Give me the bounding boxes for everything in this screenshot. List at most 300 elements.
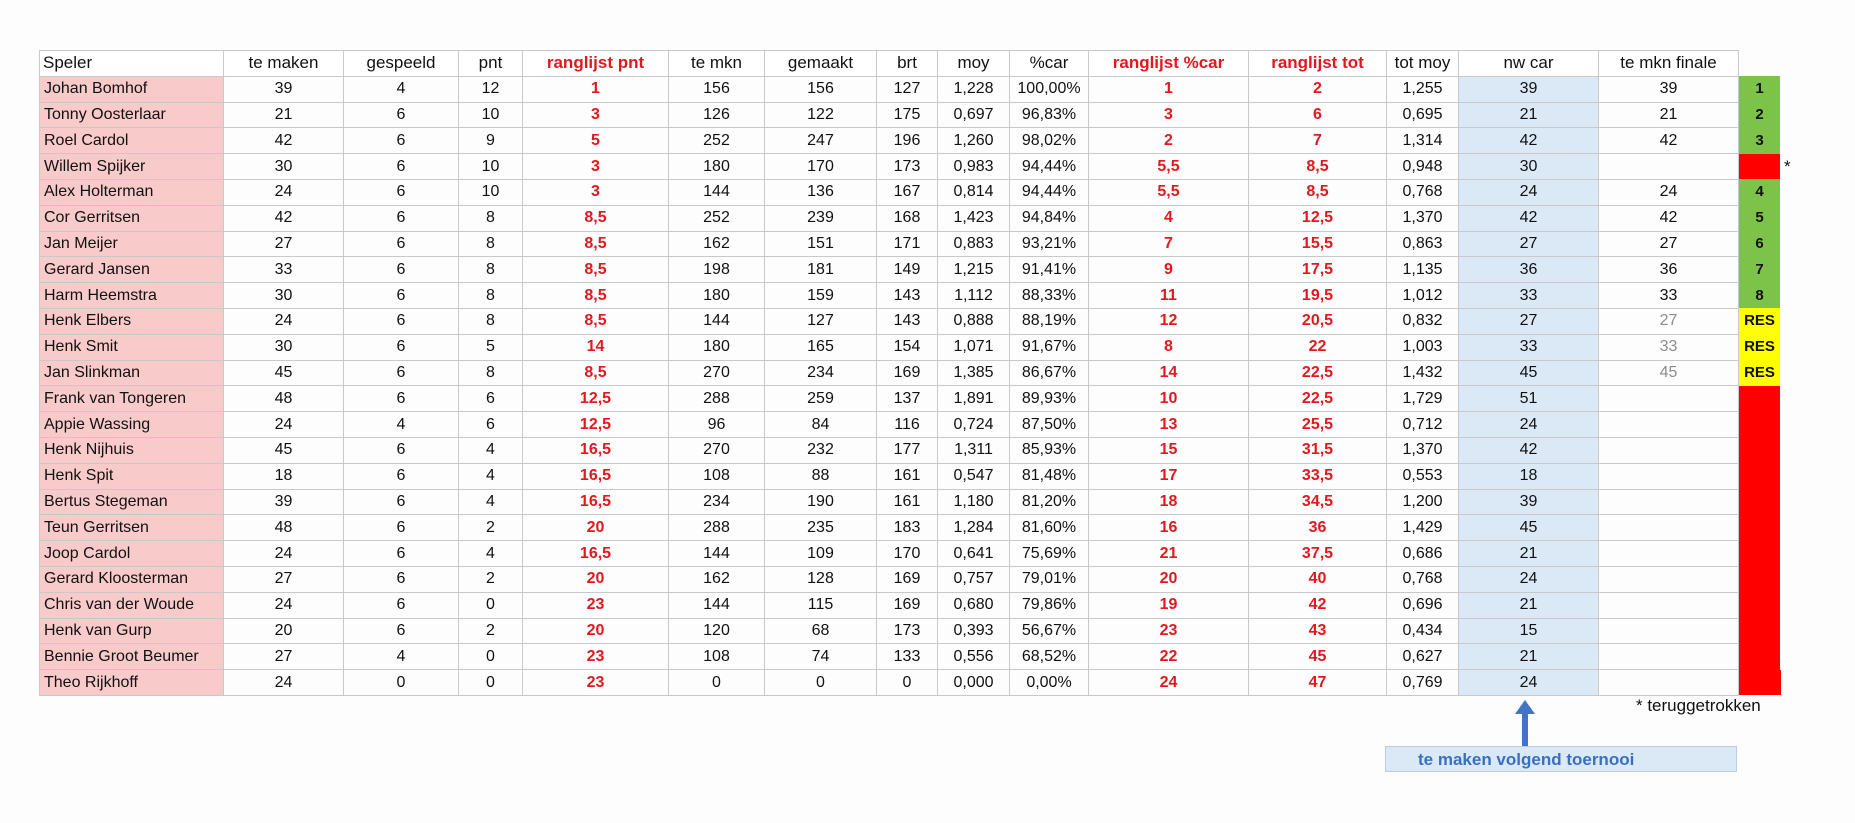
table-cell: 20 [1089, 566, 1249, 592]
table-cell: 4 [1089, 205, 1249, 231]
table-cell: 81,48% [1010, 463, 1089, 489]
table-row [40, 205, 1781, 231]
table-cell: 81,20% [1010, 489, 1089, 515]
table-row [40, 618, 1781, 644]
table-cell: 144 [669, 308, 765, 334]
table-cell: 0,697 [938, 102, 1010, 128]
table-cell: 31,5 [1249, 437, 1387, 463]
table-cell: 196 [877, 128, 938, 154]
table-cell: 25,5 [1249, 412, 1387, 438]
table-cell: 33 [1599, 334, 1739, 360]
table-cell: 159 [765, 283, 877, 309]
table-cell: 48 [224, 386, 344, 412]
table-cell: 0,948 [1387, 154, 1459, 180]
table-row [40, 412, 1781, 438]
table-cell [1599, 644, 1739, 670]
table-cell: 1,135 [1387, 257, 1459, 283]
table-cell: 33 [1599, 283, 1739, 309]
player-name: Alex Holterman [40, 179, 224, 205]
table-cell: 0,832 [1387, 308, 1459, 334]
table-row [40, 257, 1781, 283]
table-cell: 1,429 [1387, 515, 1459, 541]
table-cell: 8,5 [1249, 154, 1387, 180]
table-cell: 23 [1089, 618, 1249, 644]
table-cell: 22,5 [1249, 386, 1387, 412]
table-cell: 170 [877, 541, 938, 567]
table-row [40, 360, 1781, 386]
table-cell: 6 [344, 360, 459, 386]
standings-table [39, 50, 1781, 696]
table-cell: 27 [1599, 231, 1739, 257]
table-cell: 87,50% [1010, 412, 1089, 438]
table-cell: 12,5 [523, 386, 669, 412]
table-cell: 45 [1459, 515, 1599, 541]
table-cell: 27 [1599, 308, 1739, 334]
table-cell: 8 [459, 231, 523, 257]
table-cell: 4 [459, 541, 523, 567]
player-name: Jan Meijer [40, 231, 224, 257]
table-row [40, 670, 1781, 696]
table-cell: 45 [1249, 644, 1387, 670]
player-name: Teun Gerritsen [40, 515, 224, 541]
table-cell: 6 [344, 592, 459, 618]
player-name: Johan Bomhof [40, 76, 224, 102]
status-badge [1739, 618, 1781, 644]
table-cell: 171 [877, 231, 938, 257]
table-row [40, 489, 1781, 515]
table-cell: 0,00% [1010, 670, 1089, 696]
table-cell: 232 [765, 437, 877, 463]
table-row [40, 308, 1781, 334]
table-cell: 39 [1599, 76, 1739, 102]
table-cell: 235 [765, 515, 877, 541]
table-row [40, 334, 1781, 360]
table-cell: 8,5 [523, 231, 669, 257]
table-cell: 288 [669, 515, 765, 541]
status-badge [1739, 463, 1781, 489]
table-cell: 42 [224, 128, 344, 154]
table-row [40, 644, 1781, 670]
table-cell: 45 [224, 437, 344, 463]
table-cell: 234 [669, 489, 765, 515]
table-cell: 16,5 [523, 541, 669, 567]
table-cell: 144 [669, 179, 765, 205]
table-cell: 8,5 [523, 360, 669, 386]
table-cell: 1,385 [938, 360, 1010, 386]
table-cell: 42 [1249, 592, 1387, 618]
table-cell: 1,370 [1387, 205, 1459, 231]
table-cell: 85,93% [1010, 437, 1089, 463]
column-header: gespeeld [344, 51, 459, 77]
table-cell: 18 [1089, 489, 1249, 515]
table-cell: 21 [1459, 644, 1599, 670]
table-cell: 15 [1459, 618, 1599, 644]
player-name: Chris van der Woude [40, 592, 224, 618]
table-cell: 0,983 [938, 154, 1010, 180]
table-cell: 23 [523, 670, 669, 696]
table-cell: 165 [765, 334, 877, 360]
table-cell: 0,695 [1387, 102, 1459, 128]
table-cell: 6 [344, 489, 459, 515]
table-cell: 109 [765, 541, 877, 567]
status-header [1739, 51, 1781, 77]
table-cell: 12,5 [1249, 205, 1387, 231]
table-cell: 18 [224, 463, 344, 489]
table-cell: 5,5 [1089, 179, 1249, 205]
table-cell: 15 [1089, 437, 1249, 463]
table-cell: 183 [877, 515, 938, 541]
status-badge [1739, 154, 1781, 180]
table-cell: 234 [765, 360, 877, 386]
table-cell: 18 [1459, 463, 1599, 489]
table-cell: 1,071 [938, 334, 1010, 360]
header-row [40, 51, 1781, 77]
table-cell: 24 [1459, 412, 1599, 438]
table-cell: 9 [1089, 257, 1249, 283]
column-header: ranglijst tot [1249, 51, 1387, 77]
table-cell: 10 [459, 179, 523, 205]
table-row [40, 154, 1781, 180]
table-cell: 1,891 [938, 386, 1010, 412]
table-cell [1599, 386, 1739, 412]
table-cell: 14 [1089, 360, 1249, 386]
table-cell: 128 [765, 566, 877, 592]
table-cell: 94,44% [1010, 179, 1089, 205]
table-cell: 3 [523, 102, 669, 128]
table-cell [1599, 437, 1739, 463]
table-cell: 6 [344, 515, 459, 541]
table-cell: 33 [1459, 334, 1599, 360]
table-row [40, 463, 1781, 489]
table-cell: 0,883 [938, 231, 1010, 257]
player-name: Bennie Groot Beumer [40, 644, 224, 670]
table-cell: 6 [344, 231, 459, 257]
column-header: te maken [224, 51, 344, 77]
table-cell: 6 [344, 283, 459, 309]
table-cell: 126 [669, 102, 765, 128]
table-cell: 143 [877, 308, 938, 334]
table-cell: 0 [765, 670, 877, 696]
table-cell: 239 [765, 205, 877, 231]
table-cell: 2 [1089, 128, 1249, 154]
table-cell: 0 [669, 670, 765, 696]
table-cell: 0,680 [938, 592, 1010, 618]
table-cell: 12 [1089, 308, 1249, 334]
table-cell: 3 [523, 179, 669, 205]
table-cell: 24 [224, 592, 344, 618]
column-header: brt [877, 51, 938, 77]
table-cell: 1,370 [1387, 437, 1459, 463]
player-name: Theo Rijkhoff [40, 670, 224, 696]
table-cell: 36 [1249, 515, 1387, 541]
table-cell: 42 [224, 205, 344, 231]
table-cell: 168 [877, 205, 938, 231]
next-tournament-label: te maken volgend toernooi [1385, 746, 1737, 772]
table-cell: 169 [877, 592, 938, 618]
table-cell: 33 [224, 257, 344, 283]
table-cell: 1,284 [938, 515, 1010, 541]
table-cell: 4 [344, 76, 459, 102]
table-cell: 270 [669, 360, 765, 386]
table-cell: 0,696 [1387, 592, 1459, 618]
table-cell: 180 [669, 334, 765, 360]
table-cell: 162 [669, 231, 765, 257]
table-row [40, 386, 1781, 412]
table-cell: 0,863 [1387, 231, 1459, 257]
table-cell: 0 [459, 670, 523, 696]
table-cell: 14 [523, 334, 669, 360]
table-cell: 1,003 [1387, 334, 1459, 360]
table-cell: 88 [765, 463, 877, 489]
table-cell: 42 [1459, 437, 1599, 463]
table-cell: 24 [224, 412, 344, 438]
player-name: Henk Smit [40, 334, 224, 360]
column-header: tot moy [1387, 51, 1459, 77]
player-name: Appie Wassing [40, 412, 224, 438]
table-cell: 173 [877, 154, 938, 180]
table-cell: 0,888 [938, 308, 1010, 334]
table-cell: 20 [224, 618, 344, 644]
table-cell: 169 [877, 566, 938, 592]
table-cell: 6 [344, 566, 459, 592]
status-badge: 6 [1739, 231, 1781, 257]
table-cell: 6 [344, 541, 459, 567]
table-cell: 0,553 [1387, 463, 1459, 489]
table-cell: 21 [1459, 102, 1599, 128]
table-cell: 156 [765, 76, 877, 102]
table-cell: 6 [344, 386, 459, 412]
table-cell: 16 [1089, 515, 1249, 541]
table-cell: 1,432 [1387, 360, 1459, 386]
player-name: Henk Elbers [40, 308, 224, 334]
table-cell: 21 [224, 102, 344, 128]
table-cell: 4 [459, 489, 523, 515]
table-cell: 30 [224, 283, 344, 309]
player-name: Gerard Kloosterman [40, 566, 224, 592]
table-cell [1599, 515, 1739, 541]
status-badge [1739, 566, 1781, 592]
status-badge [1739, 541, 1781, 567]
arrow-up-icon [1514, 700, 1536, 746]
table-cell: 1,311 [938, 437, 1010, 463]
table-cell [1599, 670, 1739, 696]
table-cell: 96 [669, 412, 765, 438]
table-cell: 2 [459, 618, 523, 644]
table-cell: 0,547 [938, 463, 1010, 489]
table-cell: 115 [765, 592, 877, 618]
table-cell: 8,5 [523, 205, 669, 231]
status-badge [1739, 386, 1781, 412]
table-cell: 0,768 [1387, 566, 1459, 592]
table-cell: 8 [459, 205, 523, 231]
table-cell: 0,769 [1387, 670, 1459, 696]
table-cell: 22 [1249, 334, 1387, 360]
table-cell: 56,67% [1010, 618, 1089, 644]
status-badge: 4 [1739, 179, 1781, 205]
table-cell: 42 [1599, 205, 1739, 231]
column-header: %car [1010, 51, 1089, 77]
table-cell: 37,5 [1249, 541, 1387, 567]
table-cell: 21 [1089, 541, 1249, 567]
table-cell: 8,5 [523, 308, 669, 334]
table-cell: 6 [344, 179, 459, 205]
table-cell [1599, 592, 1739, 618]
status-badge [1739, 592, 1781, 618]
table-cell: 17 [1089, 463, 1249, 489]
status-badge [1739, 437, 1781, 463]
table-cell: 6 [1249, 102, 1387, 128]
table-cell: 1,423 [938, 205, 1010, 231]
table-cell: 10 [1089, 386, 1249, 412]
table-cell: 21 [1459, 592, 1599, 618]
table-cell: 36 [1459, 257, 1599, 283]
table-cell: 108 [669, 463, 765, 489]
table-cell: 4 [344, 412, 459, 438]
table-cell [1599, 566, 1739, 592]
table-cell: 12,5 [523, 412, 669, 438]
player-name: Cor Gerritsen [40, 205, 224, 231]
table-cell: 0,627 [1387, 644, 1459, 670]
table-cell: 48 [224, 515, 344, 541]
status-badge [1739, 489, 1781, 515]
table-cell: 1,200 [1387, 489, 1459, 515]
player-name: Joop Cardol [40, 541, 224, 567]
table-cell: 161 [877, 463, 938, 489]
table-cell: 23 [523, 644, 669, 670]
table-cell: 94,44% [1010, 154, 1089, 180]
table-row [40, 592, 1781, 618]
table-row [40, 283, 1781, 309]
table-cell: 4 [459, 463, 523, 489]
table-cell: 34,5 [1249, 489, 1387, 515]
table-cell: 0,556 [938, 644, 1010, 670]
table-cell: 1 [523, 76, 669, 102]
table-cell: 149 [877, 257, 938, 283]
table-cell: 20 [523, 618, 669, 644]
table-cell: 1,012 [1387, 283, 1459, 309]
table-cell: 68 [765, 618, 877, 644]
table-cell: 0 [877, 670, 938, 696]
table-row [40, 179, 1781, 205]
table-cell: 1,314 [1387, 128, 1459, 154]
table-cell: 24 [1459, 566, 1599, 592]
table-cell: 21 [1459, 541, 1599, 567]
table-row [40, 102, 1781, 128]
table-row [40, 566, 1781, 592]
table-cell: 20,5 [1249, 308, 1387, 334]
table-cell: 39 [1459, 76, 1599, 102]
table-cell: 88,19% [1010, 308, 1089, 334]
table-cell: 16,5 [523, 437, 669, 463]
table-cell: 39 [1459, 489, 1599, 515]
table-row [40, 437, 1781, 463]
table-cell: 2 [459, 515, 523, 541]
table-cell: 24 [1459, 670, 1599, 696]
table-cell: 6 [344, 257, 459, 283]
table-cell: 39 [224, 76, 344, 102]
table-row [40, 231, 1781, 257]
table-cell: 6 [344, 308, 459, 334]
status-badge [1739, 412, 1781, 438]
table-cell: 36 [1599, 257, 1739, 283]
table-cell: 143 [877, 283, 938, 309]
table-cell: 89,93% [1010, 386, 1089, 412]
table-cell: 144 [669, 541, 765, 567]
table-cell: 81,60% [1010, 515, 1089, 541]
table-cell: 133 [877, 644, 938, 670]
table-cell: 45 [1599, 360, 1739, 386]
table-body [40, 76, 1781, 695]
table-cell: 175 [877, 102, 938, 128]
table-cell: 10 [459, 154, 523, 180]
table-cell: 1,729 [1387, 386, 1459, 412]
table-cell: 0,000 [938, 670, 1010, 696]
table-cell: 33 [1459, 283, 1599, 309]
table-cell: 198 [669, 257, 765, 283]
table-cell: 93,21% [1010, 231, 1089, 257]
table-cell: 8 [1089, 334, 1249, 360]
table-cell: 9 [459, 128, 523, 154]
table-cell: 8 [459, 257, 523, 283]
table-cell: 88,33% [1010, 283, 1089, 309]
table-cell: 2 [1249, 76, 1387, 102]
table-cell: 6 [344, 128, 459, 154]
table-cell: 96,83% [1010, 102, 1089, 128]
table-cell: 116 [877, 412, 938, 438]
table-cell: 6 [344, 334, 459, 360]
table-cell: 27 [1459, 231, 1599, 257]
table-cell: 1,228 [938, 76, 1010, 102]
table-cell: 47 [1249, 670, 1387, 696]
table-cell: 8,5 [523, 283, 669, 309]
status-badge: RES [1739, 308, 1781, 334]
table-cell: 19,5 [1249, 283, 1387, 309]
status-badge: 7 [1739, 257, 1781, 283]
table-cell: 6 [344, 463, 459, 489]
status-badge: 2 [1739, 102, 1781, 128]
status-badge: 8 [1739, 283, 1781, 309]
table-cell: 45 [224, 360, 344, 386]
table-cell: 24 [1599, 179, 1739, 205]
table-cell: 24 [224, 541, 344, 567]
table-cell: 27 [224, 644, 344, 670]
table-cell: 11 [1089, 283, 1249, 309]
table-cell: 0,434 [1387, 618, 1459, 644]
table-cell: 127 [765, 308, 877, 334]
status-badge [1739, 644, 1781, 670]
table-cell: 136 [765, 179, 877, 205]
table-cell: 8 [459, 308, 523, 334]
table-cell: 86,67% [1010, 360, 1089, 386]
table-cell: 252 [669, 205, 765, 231]
table-cell: 20 [523, 566, 669, 592]
table-row [40, 128, 1781, 154]
table-cell: 42 [1459, 205, 1599, 231]
table-cell: 0,757 [938, 566, 1010, 592]
table-cell: 288 [669, 386, 765, 412]
table-cell: 6 [459, 412, 523, 438]
table-cell: 0 [344, 670, 459, 696]
table-cell: 4 [344, 644, 459, 670]
table-cell: 0,814 [938, 179, 1010, 205]
table-cell: 42 [1599, 128, 1739, 154]
player-name: Harm Heemstra [40, 283, 224, 309]
table-cell: 6 [344, 102, 459, 128]
table-cell: 19 [1089, 592, 1249, 618]
table-cell: 24 [224, 308, 344, 334]
player-name: Roel Cardol [40, 128, 224, 154]
table-cell: 6 [459, 386, 523, 412]
